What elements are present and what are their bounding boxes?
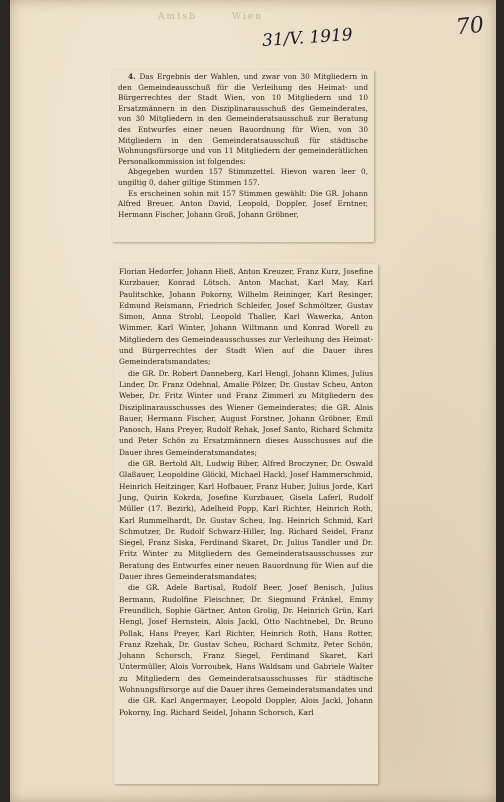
stamp-left-text: Amtsb bbox=[158, 12, 198, 22]
elected-members-paragraph: Es erscheinen sohin mit 157 Stimmen gewählt: Die GR. Johann Alfred Breuer, Anton David, Leopold, Doppler, Josef Erntner, Hermann Fischer, Johann Groß, Johann Gröbner, bbox=[118, 188, 368, 219]
newspaper-clipping-top bbox=[112, 70, 374, 242]
stamp-right-text: Wien bbox=[231, 12, 263, 22]
archive-stamp bbox=[158, 12, 293, 22]
newspaper-clipping-bottom bbox=[114, 264, 378, 784]
housing-committee-paragraph: die GR. Adele Bartisal, Rudolf Beer, Josef Benisch, Julius Bermann, Rudolfine Fleischner, Dr. Siegmund Fränkel, Emmy Freundlich, Sophie Gärtner, Anton Grolig, Dr. Heinrich Grün, Karl Hengl, Josef Hernstein, Alois Jackl, Otto Nachtnebel, Dr. Bruno Pollak, Hans Preyer, Karl Richter, Heinrich Roth, Hans Rotter, Franz Rzehak, Dr. Gustav Scheu, Richard Schmitz, Peter Schön, Johann Schorsch, Franz Siegel, Ferdinand Skaret, Karl Untermüller, Alois Vorroubek, Hans Waldsam und Gabriele Walter zu Mitgliedern des Gemeinderatsausschusses für städtische Wohnungsfürsorge auf die Dauer ihres Gemeinderatsmandates und bbox=[119, 583, 373, 694]
clipping-paragraph bbox=[118, 72, 368, 167]
ballot-count-paragraph: Abgegeben wurden 157 Stimmzettel. Hievon waren leer 0, ungiltig 0, daher giltige Stimmen 157. bbox=[118, 167, 368, 187]
election-result-intro: Das Ergebnis der Wahlen, und zwar von 30 Mitgliedern in den Gemeindeausschuß für die Verleihung des Heimat- und Bürgerrechtes der Stadt Wien, von 10 Mitgliedern und 10 Ersatzmännern in den Disziplinarausschuß des Gemeinderates, von 30 Mitgliedern in den Gemeinderatsausschuß zur Beratung des Entwurfes einer neuen Bauordnung für Wien, von 30 Mitgliedern in den Gemeinderatsausschuß für städtische Wohnungsfürsorge und von 11 Mitgliedern der gemeinderätlichen Personalkommission ist folgendes: bbox=[118, 72, 368, 166]
personnel-commission-paragraph: die GR. Karl Angermayer, Leopold Doppler, Alois Jackl, Johann Pokorny, Ing. Richard Seidel, Johann Schorsch, Karl bbox=[119, 696, 373, 717]
handwritten-date: 31/V. 1919 bbox=[261, 24, 354, 52]
building-code-committee-paragraph: die GR. Bertold Alt, Ludwig Biber, Alfred Broczyner, Dr. Oswald Glaßauer, Leopoldine Glöckl, Michael Hackl, Josef Hammerschmid, Heinrich Heitzinger, Karl Hofbauer, Franz Huber, Julius Jorde, Karl Jung, Quirin Kokrda, Josefine Kurzbauer, Gisela Laferl, Rudolf Müller (17. Bezirk), Adelheid Popp, Karl Richter, Heinrich Roth, Karl Rummelhardt, Dr. Gustav Scheu, Ing. Heinrich Schmid, Karl Schmutzer, Dr. Rudolf Schwarz-Hiller, Ing. Richard Seidel, Franz Siegel, Franz Siska, Ferdinand Skaret, Dr. Julius Tandler und Dr. Fritz Winter zu Mitgliedern des Gemeinderatsausschusses zur Beratung des Entwurfes einer neuen Bauordnung für Wien auf die Dauer ihres Gemeinderatsmandates; bbox=[119, 459, 373, 582]
disciplinary-committee-paragraph: die GR. Dr. Robert Danneberg, Karl Hengl, Johann Klimes, Julius Linder, Dr. Franz Odehnal, Amalie Pölzer, Dr. Gustav Scheu, Anton Weber, Dr. Fritz Winter und Franz Zimmerl zu Mitgliedern des Disziplinarausschusses des Wiener Gemeinderates; die GR. Alois Bauer, Hermann Fischer, August Forstner, Johann Gröbner, Emil Panosch, Hans Preyer, Rudolf Rehak, Josef Santo, Richard Schmitz und Peter Schön zu Ersatzmännern dieses Ausschusses auf die Dauer ihres Gemeinderatsmandates; bbox=[119, 368, 373, 457]
handwritten-page-number: 70 bbox=[454, 12, 486, 41]
heimatrecht-committee-paragraph: Florian Hedorfer, Johann Hieß, Anton Kreuzer, Franz Kurz, Josefine Kurzbauer, Konrad Lötsch, Anton Machat, Karl May, Karl Paulitschke, Johann Pokorny, Wilhelm Reininger, Karl Resinger, Edmund Reismann, Friedrich Schleifer, Josef Schmöltzer, Gustav Simon, Anna Strobl, Leopold Thaller, Karl Wawerka, Anton Wimmer, Karl Winter, Johann Wiltmann und Konrad Worell zu Mitgliedern des Gemeindeausschusses zur Verleihung des Heimat- und Bürgerrechtes der Stadt Wien auf die Dauer ihres Gemeinderatsmandates; bbox=[119, 267, 373, 367]
item-number: 4. bbox=[128, 72, 136, 81]
